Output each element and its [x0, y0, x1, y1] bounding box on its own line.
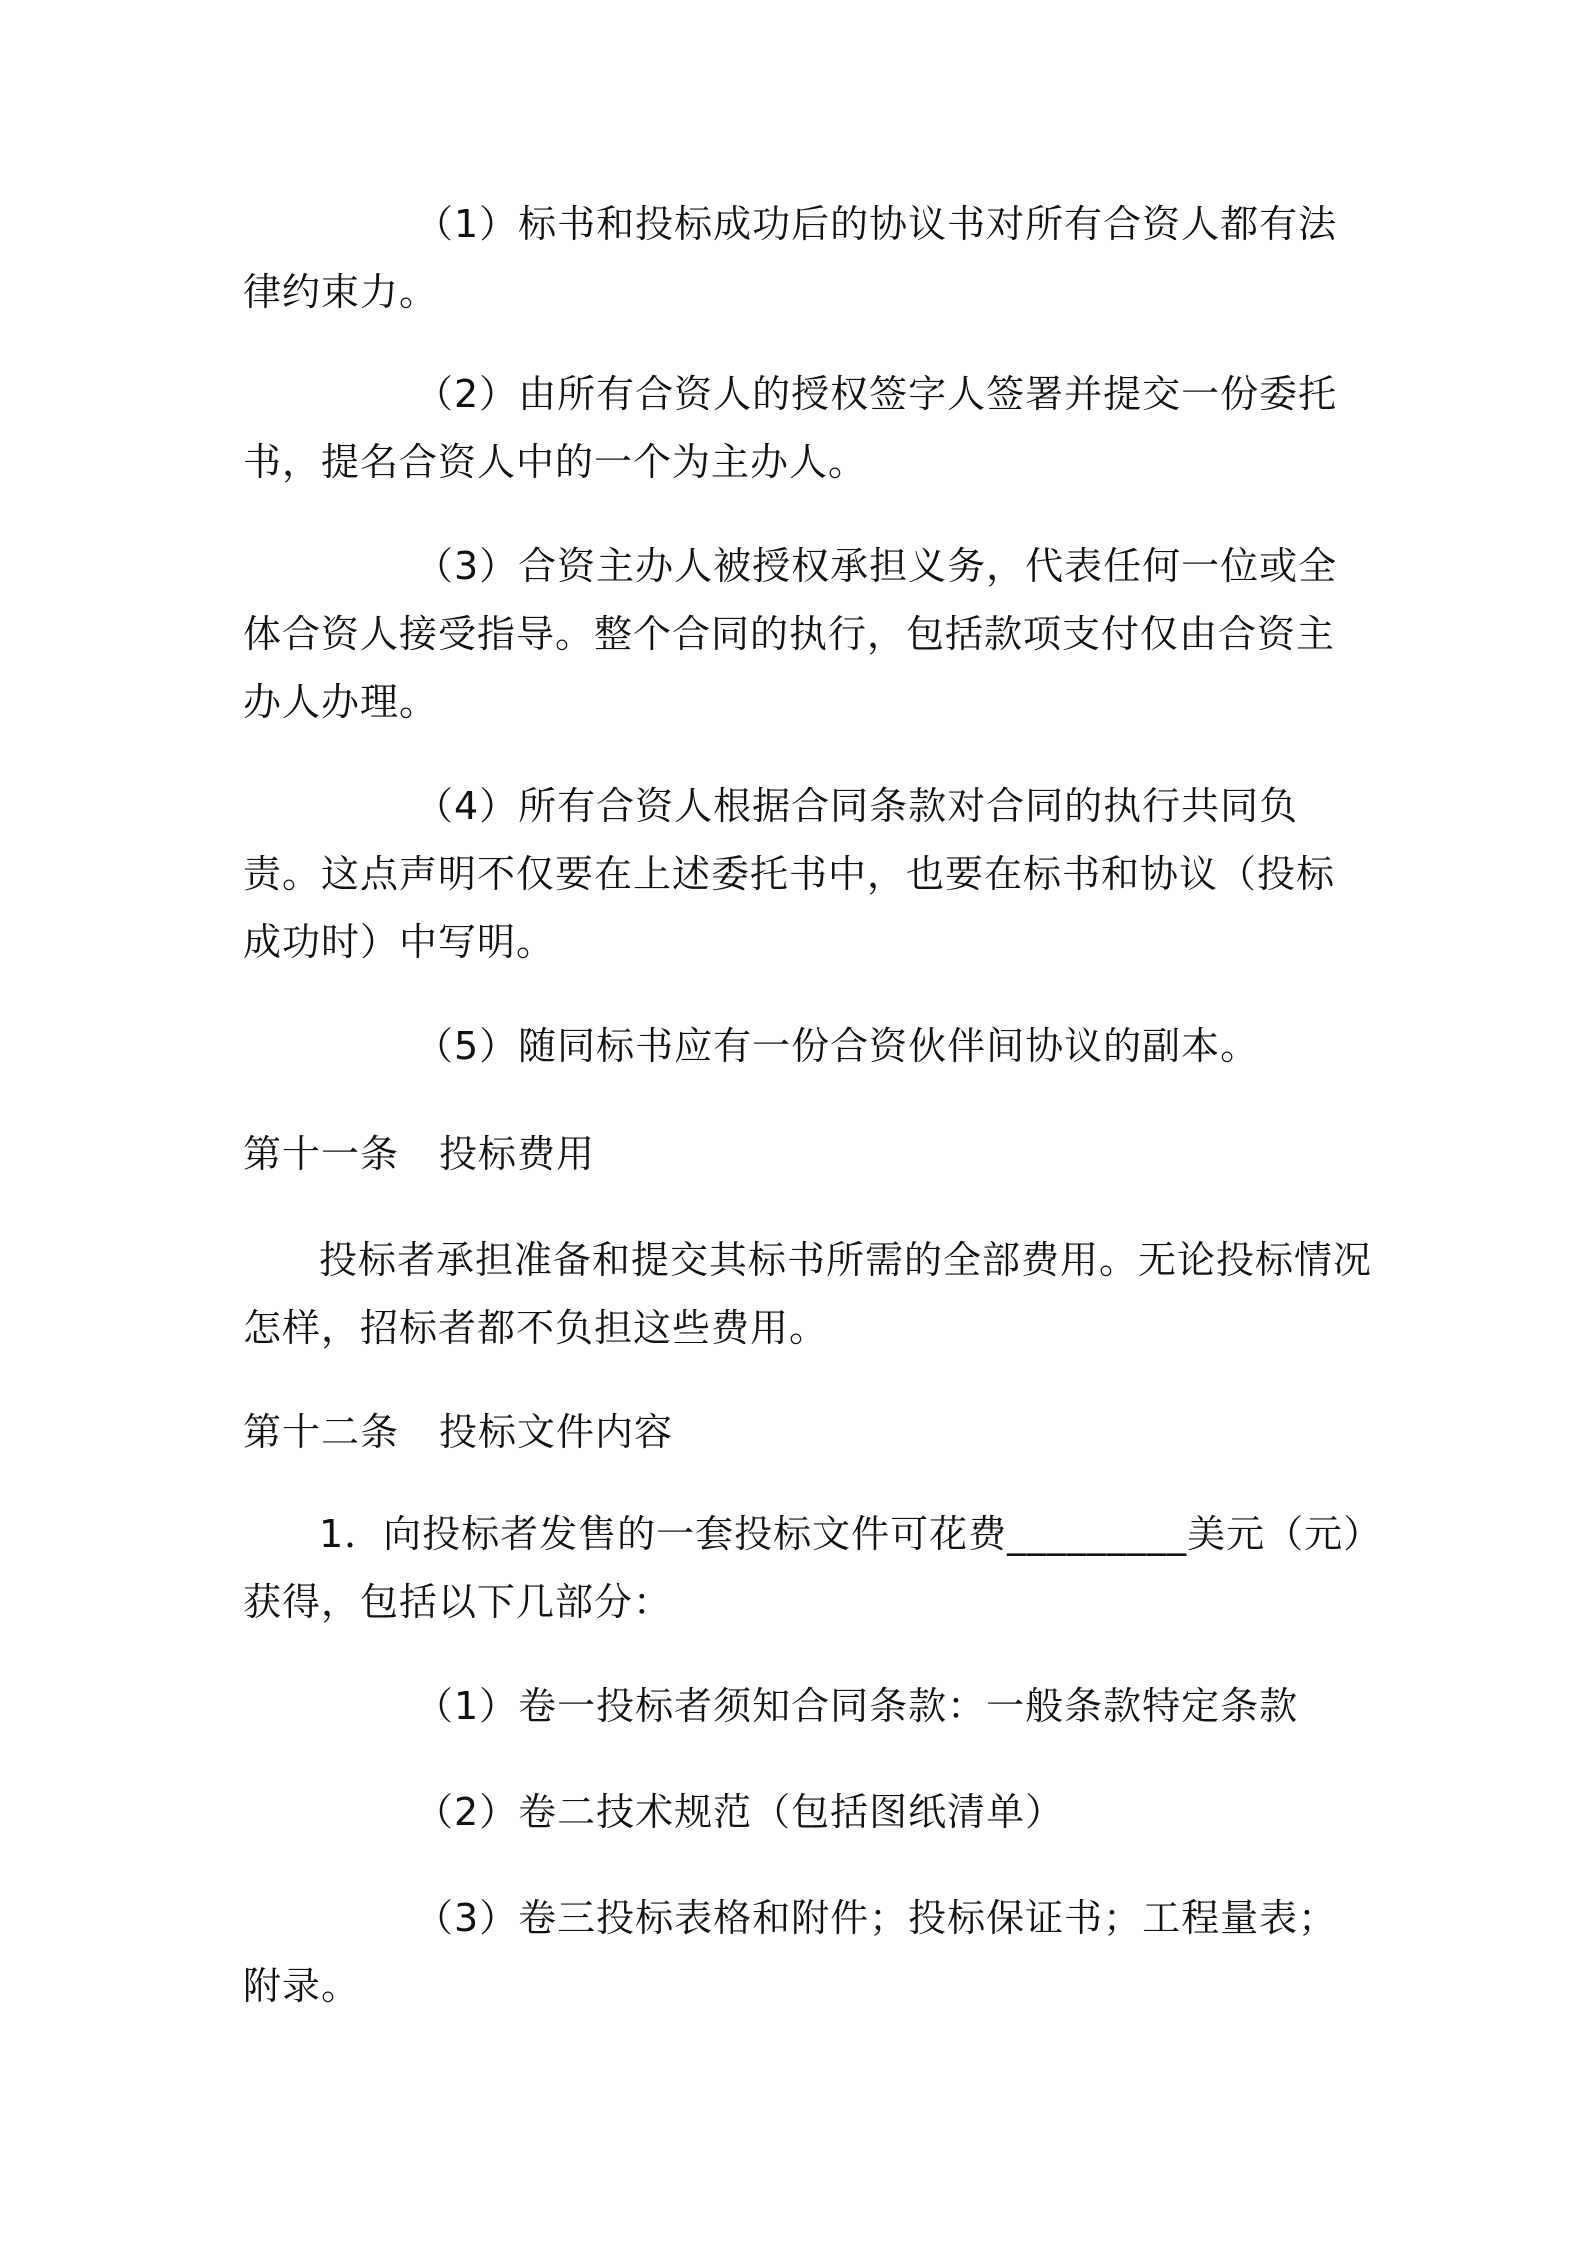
- paragraph-volume-1: （1）卷一投标者须知合同条款：一般条款特定条款: [415, 1684, 1299, 1728]
- paragraph-joint-venture-2: （2）由所有合资人的授权签字人签署并提交一份委托书，提名合资人中的一个为主办人。: [243, 372, 1338, 484]
- article-12-title: 投标文件内容: [439, 1410, 674, 1454]
- paragraph-joint-venture-1: （1）标书和投标成功后的协议书对所有合资人都有法律约束力。: [243, 202, 1338, 314]
- paragraph-joint-venture-4: （4）所有合资人根据合同条款对合同的执行共同负责。这点声明不仅要在上述委托书中，也要在标书和协议（投标成功时）中写明。: [243, 784, 1336, 964]
- article-11-number: 第十一条: [243, 1132, 400, 1176]
- paragraph-volume-3: （3）卷三投标表格和附件；投标保证书；工程量表；附录。: [243, 1896, 1338, 2008]
- article-12-heading: [243, 1398, 1373, 1466]
- paragraph-bid-costs: 投标者承担准备和提交其标书所需的全部费用。无论投标情况怎样，招标者都不负担这些费用。: [243, 1238, 1373, 1350]
- article-11-heading: [243, 1120, 1373, 1188]
- article-11-title: 投标费用: [439, 1132, 596, 1176]
- paragraph-joint-venture-3: （3）合资主办人被授权承担义务，代表任何一位或全体合资人接受指导。整个合同的执行，包括款项支付仅由合资主办人办理。: [243, 544, 1338, 724]
- paragraph-volume-2: （2）卷二技术规范（包括图纸清单）: [415, 1790, 1065, 1834]
- paragraph-joint-venture-5: （5）随同标书应有一份合资伙伴间协议的副本。: [415, 1024, 1260, 1068]
- article-12-number: 第十二条: [243, 1410, 400, 1454]
- paragraph-bid-documents: 1．向投标者发售的一套投标文件可花费_________美元（元）获得，包括以下几部分：: [243, 1512, 1364, 1624]
